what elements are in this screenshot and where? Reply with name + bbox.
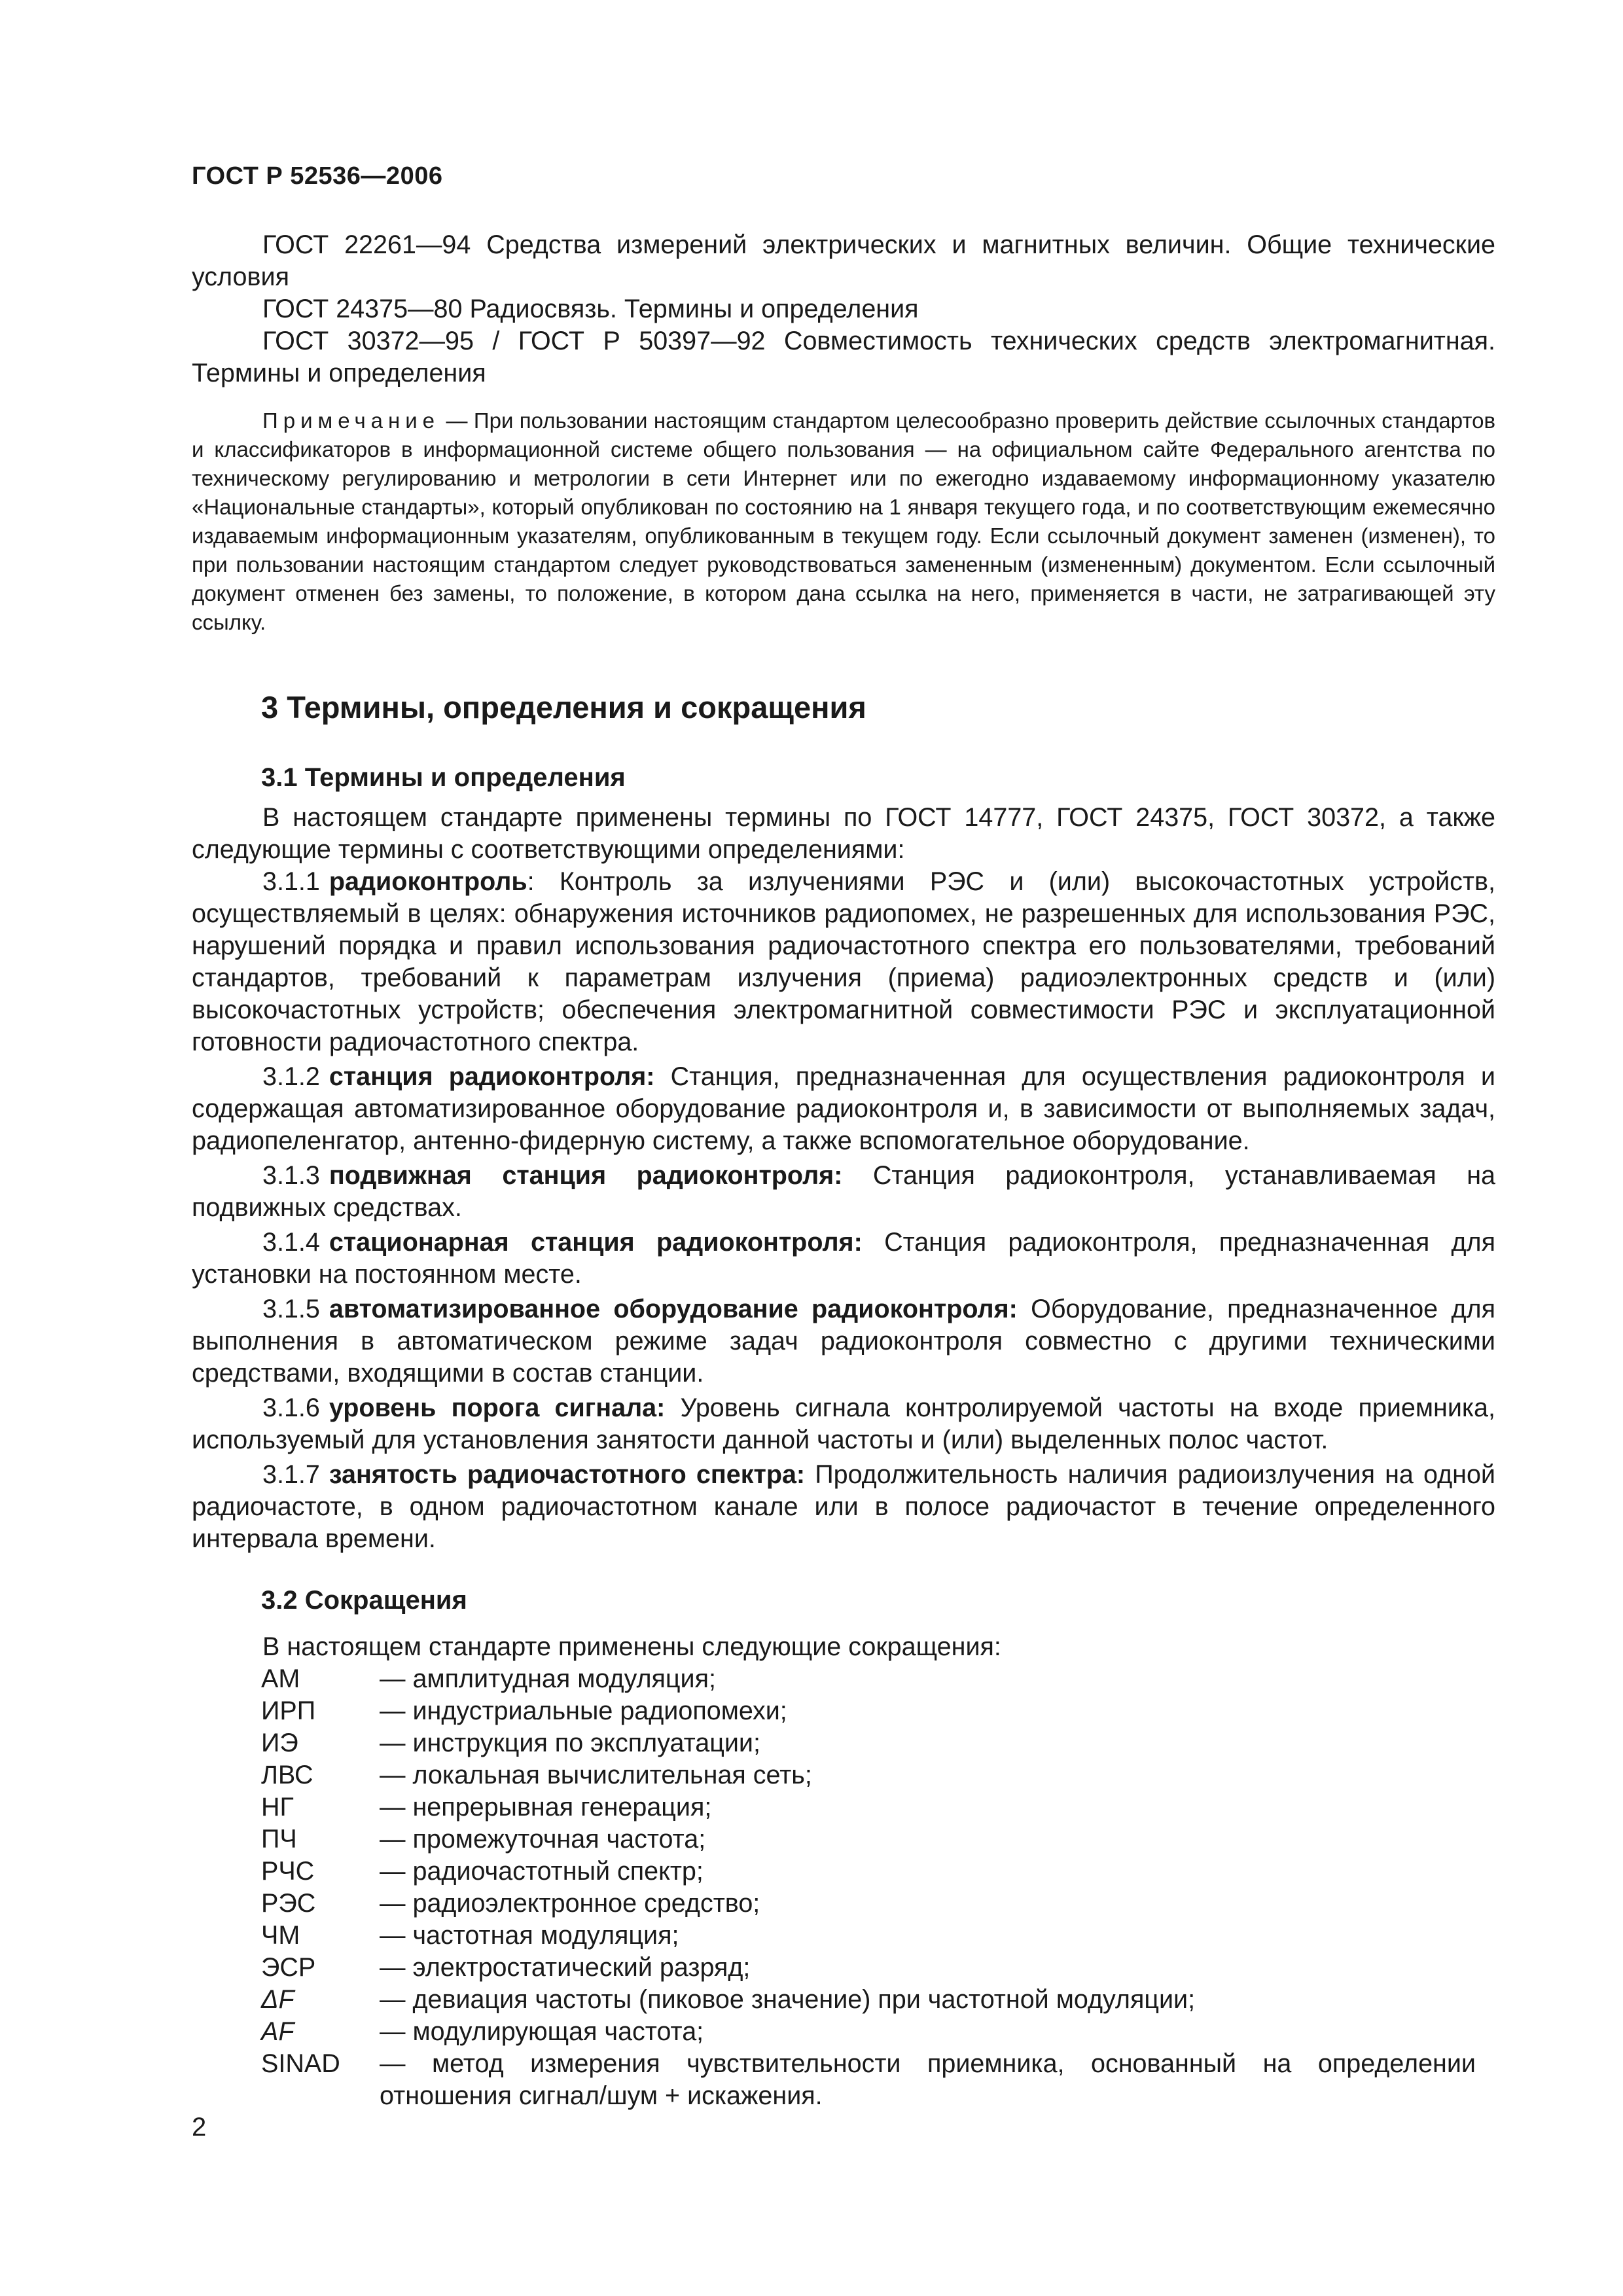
term-definition bbox=[192, 1227, 1495, 1291]
term-name: автоматизированное оборудование радиоконтроля: bbox=[329, 1295, 1018, 1323]
page-number: 2 bbox=[192, 2113, 207, 2142]
term-number: 3.1.4 bbox=[262, 1228, 320, 1257]
abbreviation-row bbox=[261, 1791, 1495, 1823]
subsection-3-2-heading: 3.2 Сокращения bbox=[261, 1586, 467, 1615]
abbreviation-row bbox=[261, 1695, 1495, 1727]
reference-item: ГОСТ 22261—94 Средства измерений электрических и магнитных величин. Общие технические условия bbox=[192, 230, 1495, 291]
abbreviation-row bbox=[261, 1759, 1495, 1791]
abbreviation-desc: — метод измерения чувствительности приемника, основанный на определении отношения сигнал/шум + искажения. bbox=[380, 2049, 1476, 2110]
term-definition bbox=[192, 1160, 1495, 1224]
abbreviation-row bbox=[261, 1663, 1495, 1695]
abbreviation-row bbox=[261, 2048, 1495, 2112]
abbreviation-desc: — амплитудная модуляция; bbox=[380, 1664, 716, 1693]
term-text: Станция, предназначенная для осуществления радиоконтроля и содержащая автоматизированное оборудование радиоконтроля и, в зависимости от выполняемых задач, радиопеленгатор, антенно-фидерную систему, а также вспомогательное оборудование. bbox=[192, 1062, 1495, 1155]
subsection-3-1-heading: 3.1 Термины и определения bbox=[261, 763, 626, 792]
note-label: Примечание bbox=[262, 408, 440, 433]
abbreviation-row bbox=[261, 1920, 1495, 1952]
term-text: Станция радиоконтроля, устанавливаемая на подвижных средствах. bbox=[192, 1161, 1495, 1222]
abbreviation-desc: — инструкция по эксплуатации; bbox=[380, 1729, 760, 1757]
abbreviation-desc: — радиочастотный спектр; bbox=[380, 1857, 704, 1886]
abbreviation-desc: — девиация частоты (пиковое значение) при частотной модуляции; bbox=[380, 1985, 1196, 2014]
term-definition bbox=[192, 1459, 1495, 1555]
term-name: занятость радиочастотного спектра: bbox=[329, 1460, 806, 1489]
abbreviation-desc: — электростатический разряд; bbox=[380, 1953, 751, 1982]
term-name: подвижная станция радиоконтроля: bbox=[329, 1161, 843, 1190]
abbreviation: НГ bbox=[261, 1793, 294, 1821]
abbreviation: ИЭ bbox=[261, 1729, 298, 1757]
abbreviation-row bbox=[261, 2016, 1495, 2048]
abbreviation-desc: — частотная модуляция; bbox=[380, 1921, 679, 1950]
abbreviation: ЛВС bbox=[261, 1761, 313, 1789]
abbreviation: РЭС bbox=[261, 1889, 316, 1918]
abbreviation: ΔF bbox=[261, 1985, 294, 2014]
abbreviation-desc: — локальная вычислительная сеть; bbox=[380, 1761, 812, 1789]
term-text: Оборудование, предназначенное для выполнения в автоматическом режиме задач радиоконтроля совместно с другими техническими средствами, входящими в состав станции. bbox=[192, 1295, 1495, 1388]
note-paragraph bbox=[192, 406, 1495, 637]
terms-intro: В настоящем стандарте применены термины по ГОСТ 14777, ГОСТ 24375, ГОСТ 30372, а также следующие термины с соответствующими определениями: bbox=[192, 803, 1495, 864]
abbreviation: ИРП bbox=[261, 1696, 316, 1725]
abbreviation-desc: — непрерывная генерация; bbox=[380, 1793, 712, 1821]
term-number: 3.1.7 bbox=[262, 1460, 320, 1489]
abbreviation-desc: — промежуточная частота; bbox=[380, 1825, 706, 1854]
page-content bbox=[192, 229, 1495, 2112]
abbreviation-row bbox=[261, 1856, 1495, 1888]
abbreviation-row bbox=[261, 1952, 1495, 1984]
term-name: станция радиоконтроля: bbox=[329, 1062, 655, 1091]
term-name: радиоконтроль bbox=[329, 867, 527, 896]
term-number: 3.1.5 bbox=[262, 1295, 320, 1323]
abbreviation-desc: — модулирующая частота; bbox=[380, 2017, 704, 2046]
term-definition bbox=[192, 1061, 1495, 1157]
section-3-heading: 3 Термины, определения и сокращения bbox=[261, 690, 866, 725]
abbreviation-row bbox=[261, 1727, 1495, 1759]
term-definition bbox=[192, 1392, 1495, 1456]
term-text: Станция радиоконтроля, предназначенная для установки на постоянном месте. bbox=[192, 1228, 1495, 1289]
term-name: уровень порога сигнала: bbox=[329, 1393, 666, 1422]
reference-item: ГОСТ 30372—95 / ГОСТ Р 50397—92 Совместимость технических средств электромагнитная. Термины и определения bbox=[192, 327, 1495, 387]
abbreviation: ЭСР bbox=[261, 1953, 316, 1982]
term-number: 3.1.2 bbox=[262, 1062, 320, 1091]
abbreviation-row bbox=[261, 1888, 1495, 1920]
term-definition bbox=[192, 1293, 1495, 1390]
document-header: ГОСТ Р 52536—2006 bbox=[192, 162, 443, 190]
note-text: — При пользовании настоящим стандартом целесообразно проверить действие ссылочных стандартов и классификаторов в информационной системе общего пользования — на официальном сайте Федерального агентства по техническому регулированию и метрологии в сети Интернет или по ежегодно издаваемому информационному указателю «Национальные стандарты», который опубликован по состоянию на 1 января текущего года, и по соответствующим ежемесячно издаваемым информационным указателям, опубликованным в текущем году. Если ссылочный документ заменен (изменен), то при пользовании настоящим стандартом следует руководствоваться замененным (измененным) документом. Если ссылочный документ отменен без замены, то положение, в котором дана ссылка на него, применяется в части, не затрагивающей эту ссылку. bbox=[192, 408, 1495, 634]
term-name: стационарная станция радиоконтроля: bbox=[329, 1228, 863, 1257]
abbreviation: ЧМ bbox=[261, 1921, 300, 1950]
abbreviation: SINAD bbox=[261, 2049, 340, 2078]
abbreviation: ПЧ bbox=[261, 1825, 297, 1854]
abbreviation: АМ bbox=[261, 1664, 300, 1693]
term-number: 3.1.1 bbox=[262, 867, 320, 896]
abbreviation-list bbox=[261, 1663, 1495, 2112]
term-text: Уровень сигнала контролируемой частоты на входе приемника, используемый для установления занятости данной частоты и (или) выделенных полос частот. bbox=[192, 1393, 1495, 1454]
abbreviation: РЧС bbox=[261, 1857, 315, 1886]
term-number: 3.1.3 bbox=[262, 1161, 320, 1190]
abbreviation-row bbox=[261, 1823, 1495, 1856]
reference-item: ГОСТ 24375—80 Радиосвязь. Термины и определения bbox=[262, 295, 919, 323]
abbreviation: AF bbox=[261, 2017, 294, 2046]
abbreviation-desc: — индустриальные радиопомехи; bbox=[380, 1696, 787, 1725]
term-text: : Контроль за излучениями РЭС и (или) высокочастотных устройств, осуществляемый в целях: обнаружения источников радиопомех, не разрешенных для использования РЭС, нарушений порядка и правил использования радиочастотного спектра его пользователями, требований стандартов, требований к параметрам излучения (приема) радиоэлектронных средств и (или) высокочастотных устройств; обеспечения электромагнитной совместимости РЭС и эксплуатационной готовности радиочастотного спектра. bbox=[192, 867, 1495, 1056]
abbreviations-intro: В настоящем стандарте применены следующие сокращения: bbox=[262, 1632, 1001, 1661]
term-definition bbox=[192, 866, 1495, 1058]
term-text: Продолжительность наличия радиоизлучения на одной радиочастоте, в одном радиочастотном канале или в полосе радиочастот в течение определенного интервала времени. bbox=[192, 1460, 1495, 1553]
term-number: 3.1.6 bbox=[262, 1393, 320, 1422]
abbreviation-row bbox=[261, 1984, 1495, 2016]
abbreviation-desc: — радиоэлектронное средство; bbox=[380, 1889, 760, 1918]
